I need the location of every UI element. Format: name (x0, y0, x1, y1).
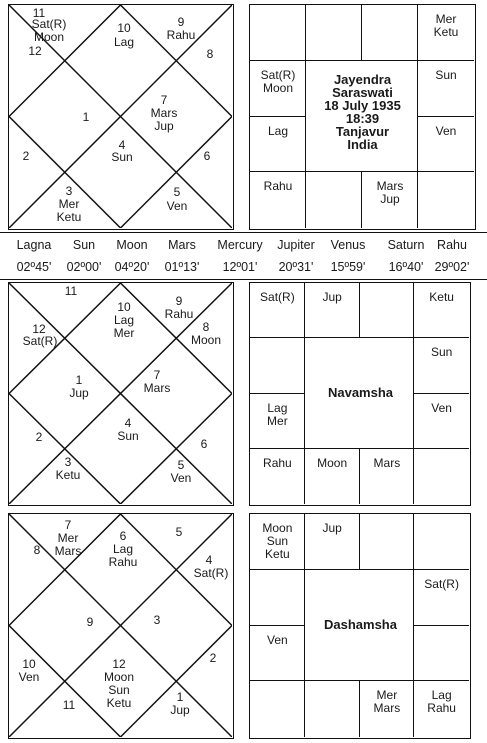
rasi-house-num: 2 (22, 149, 30, 163)
planet-degree: 20º31' (278, 260, 314, 274)
dashamsha-house-num: 11 (62, 698, 76, 712)
navamsha-grid-cell (360, 283, 415, 338)
planet-degree: 12º01' (222, 260, 258, 274)
navamsha-house-num: 5 (177, 458, 185, 472)
navamsha-house-num: 6 (200, 437, 208, 451)
planet-degree: 16º40' (388, 260, 424, 274)
dashamsha-chart-title: Dashamsha (324, 617, 397, 632)
dashamsha-house-planets: Moon Sun Ketu (103, 670, 135, 710)
navamsha-house-num: 3 (64, 455, 72, 469)
dashamsha-house-num: 8 (33, 543, 41, 557)
navamsha-north-chart (8, 282, 234, 506)
dashamsha-house-planets: Ven (18, 670, 40, 684)
rasi-cell-planets: Mer Ketu (433, 12, 459, 39)
rasi-grid-cell (362, 5, 418, 61)
dashamsha-house-num: 1 (176, 690, 184, 704)
navamsha-grid-cell (250, 338, 305, 393)
rasi-south-chart (249, 4, 476, 230)
rasi-grid-cell (306, 172, 362, 228)
rasi-grid-cell (250, 5, 306, 61)
rasi-north-chart (8, 4, 234, 230)
rasi-house-planets: Mars Jup (150, 106, 178, 133)
navamsha-house-planets: Sat(R) (22, 334, 58, 348)
dashamsha-house-num: 4 (205, 553, 213, 567)
planet-name: Rahu (437, 238, 467, 252)
planet-degree: 15º59' (330, 260, 366, 274)
planet-degree: 01º13' (164, 260, 200, 274)
rasi-house-num: 12 (28, 44, 42, 58)
navamsha-house-planets: Mars (143, 381, 171, 395)
rasi-house-planets: Lag (113, 35, 135, 49)
navamsha-house-planets: Ven (170, 471, 192, 485)
rasi-house-num: 11 (32, 6, 46, 20)
divider-bottom (0, 279, 487, 280)
planet-name: Lagna (16, 238, 52, 252)
rasi-house-num: 9 (177, 15, 185, 29)
dashamsha-house-planets: Mer Mars (54, 531, 82, 558)
dashamsha-house-num: 3 (153, 613, 161, 627)
dashamsha-cell-planets: Sat(R) (424, 576, 459, 591)
dashamsha-house-num: 2 (209, 651, 217, 665)
dashamsha-grid-cell (305, 681, 360, 737)
dashamsha-house-num: 9 (86, 615, 94, 629)
navamsha-house-num: 1 (75, 373, 83, 387)
planet-name: Jupiter (277, 238, 315, 252)
navamsha-house-num: 7 (153, 368, 161, 382)
planet-degree: 29º02' (434, 260, 470, 274)
navamsha-house-num: 9 (175, 294, 183, 308)
navamsha-cell-planets: Sat(R) (260, 290, 295, 304)
navamsha-grid-cell (414, 449, 469, 504)
navamsha-house-num: 8 (202, 320, 210, 334)
navamsha-house-planets: Ketu (55, 468, 81, 482)
navamsha-house-planets: Lag Mer (113, 313, 135, 340)
navamsha-cell-planets: Jup (322, 290, 342, 304)
rasi-house-planets: Ven (166, 199, 188, 213)
rasi-house-planets: Sat(R) Moon (31, 17, 67, 44)
rasi-house-num: 10 (117, 21, 131, 35)
navamsha-house-planets: Rahu (164, 307, 194, 321)
rasi-house-num: 5 (173, 185, 181, 199)
dashamsha-house-planets: Sat(R) (193, 566, 229, 580)
dashamsha-cell-planets: Ven (267, 632, 288, 647)
dashamsha-cell-planets: Mer Mars (373, 688, 401, 716)
dashamsha-house-num: 12 (112, 657, 126, 671)
rasi-cell-planets: Sun (435, 67, 457, 82)
planet-degree: 02º45' (16, 260, 52, 274)
rasi-grid-cell (306, 5, 362, 61)
dashamsha-house-num: 7 (64, 518, 72, 532)
dashamsha-grid-cell (250, 681, 305, 737)
dashamsha-south-chart (249, 513, 471, 739)
rasi-house-num: 7 (160, 93, 168, 107)
rasi-house-planets: Sun (111, 150, 133, 164)
navamsha-house-num: 11 (64, 284, 78, 298)
navamsha-house-planets: Moon (190, 333, 222, 347)
dashamsha-cell-planets: Jup (322, 521, 342, 535)
navamsha-house-num: 4 (124, 416, 132, 430)
navamsha-cell-planets: Lag Mer (267, 400, 288, 428)
planet-name: Moon (116, 238, 148, 252)
planet-degree: 02º00' (66, 260, 102, 274)
navamsha-house-num: 12 (32, 322, 46, 336)
rasi-cell-planets: Rahu (263, 179, 293, 194)
navamsha-cell-planets: Sun (430, 345, 453, 360)
navamsha-cell-planets: Ketu (429, 290, 454, 304)
navamsha-house-num: 10 (117, 300, 131, 314)
dashamsha-grid-cell (414, 514, 469, 570)
rasi-house-num: 6 (203, 149, 211, 163)
navamsha-house-planets: Jup (69, 386, 89, 400)
dashamsha-north-chart (8, 513, 234, 739)
rasi-cell-planets: Lag (267, 123, 289, 138)
dashamsha-house-planets: Lag Rahu (108, 542, 138, 569)
navamsha-cell-planets: Moon (317, 455, 348, 470)
rasi-grid-cell (418, 172, 474, 228)
dashamsha-house-num: 5 (175, 525, 183, 539)
navamsha-south-chart (249, 282, 471, 506)
navamsha-house-num: 2 (35, 430, 43, 444)
navamsha-cell-planets: Mars (373, 455, 401, 470)
dashamsha-grid-cell (250, 570, 305, 626)
navamsha-chart-title: Navamsha (327, 385, 394, 400)
planet-degree: 04º20' (114, 260, 150, 274)
rasi-house-num: 8 (206, 47, 214, 61)
navamsha-cell-planets: Ven (431, 400, 452, 415)
planet-name: Mars (168, 238, 196, 252)
planet-name: Sun (72, 238, 96, 252)
navamsha-house-planets: Sun (117, 429, 139, 443)
rasi-cell-planets: Sat(R) Moon (260, 67, 296, 95)
rasi-house-num: 1 (82, 110, 90, 124)
rasi-house-planets: Mer Ketu (56, 197, 82, 224)
planet-degrees-strip (0, 232, 487, 280)
planet-name: Saturn (387, 238, 425, 252)
rasi-cell-planets: Mars Jup (376, 179, 404, 207)
rasi-house-num: 4 (118, 138, 126, 152)
rasi-chart-title: Jayendra Saraswati 18 July 1935 18:39 Tanjavur India (324, 72, 401, 152)
rasi-cell-planets: Ven (435, 123, 457, 138)
rasi-house-planets: Rahu (166, 28, 196, 42)
planet-name: Mercury (217, 238, 263, 252)
divider-top (0, 232, 487, 233)
dashamsha-grid-cell (414, 626, 469, 682)
dashamsha-cell-planets: Lag Rahu (427, 688, 456, 716)
planet-name: Venus (330, 238, 366, 252)
dashamsha-house-num: 10 (22, 657, 36, 671)
dashamsha-house-planets: Jup (170, 703, 190, 717)
dashamsha-grid-cell (360, 514, 415, 570)
dashamsha-cell-planets: Moon Sun Ketu (262, 521, 293, 561)
navamsha-cell-planets: Rahu (263, 455, 292, 470)
rasi-house-num: 3 (65, 184, 73, 198)
dashamsha-house-num: 6 (119, 529, 127, 543)
